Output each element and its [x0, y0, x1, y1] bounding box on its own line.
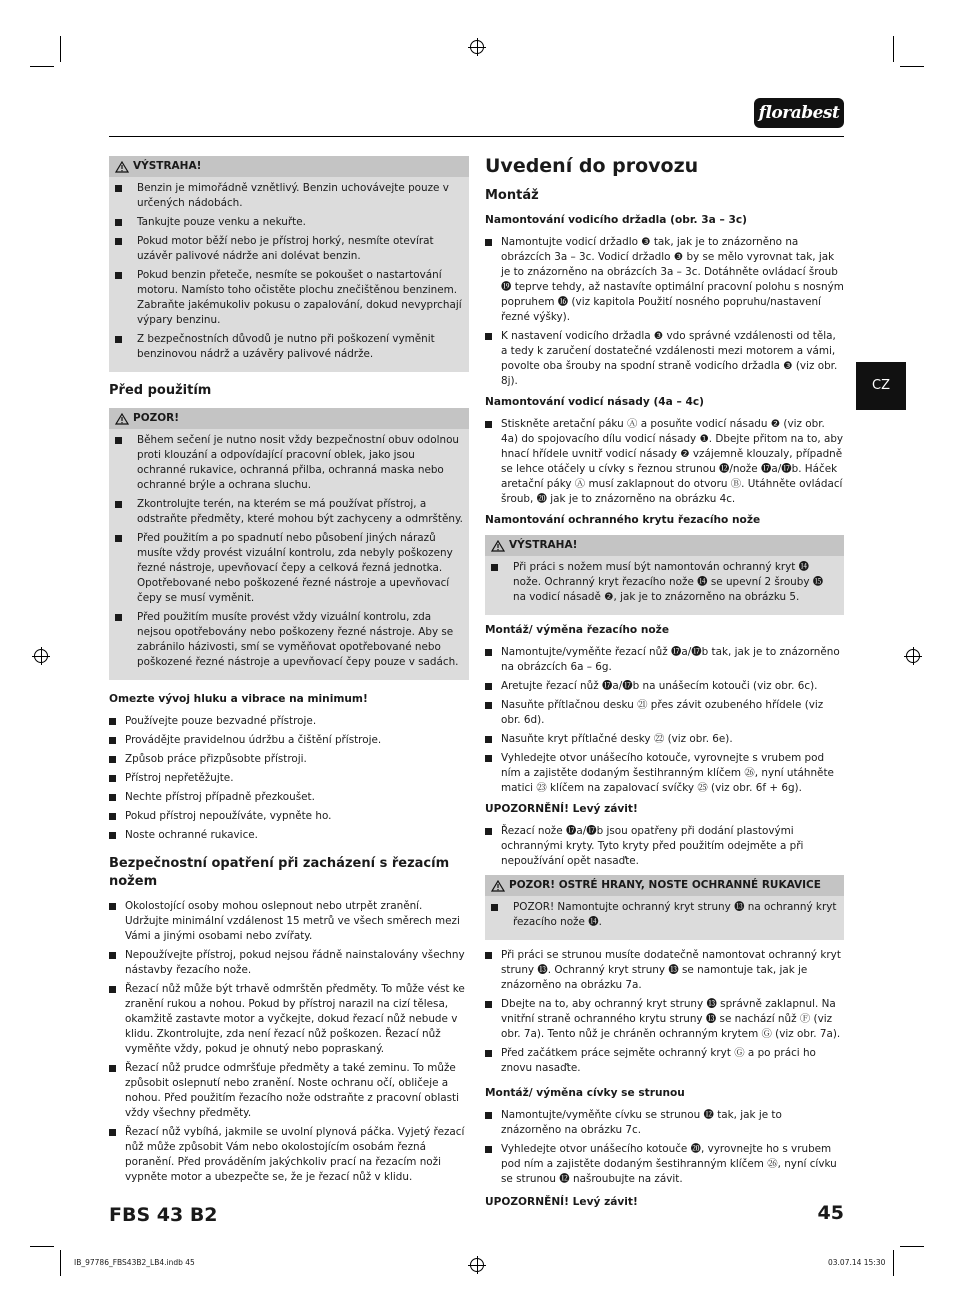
section-heading-before-use: Před použitím	[109, 383, 212, 398]
list-item: Vyhledejte otvor unášecího kotouče, vyrovnejte s vrubem pod ním a zajistěte dodaným šestihranným klíčem ㉖, nyní utáhněte matici ㉓ klíčem na zapalovací svíčky ㉕ (viz obr. 6f + 6g).	[485, 751, 844, 796]
right-column	[485, 154, 844, 1217]
caution-list	[485, 896, 844, 930]
list-item: Z bezpečnostních důvodů je nutno při poškození vyměnit benzinovou nádrž a uzávěry palivové nádrže.	[115, 332, 463, 362]
list-item: Způsob práce přizpůsobte přístroji.	[109, 752, 469, 767]
left-column	[109, 156, 469, 1189]
list-item: Stiskněte aretační páku Ⓐ a posuňte vodicí násadu ❷ (viz obr. 4a) do spojovacího dílu vodicí násady ❶. Dbejte přitom na to, aby hnací hřídele uvnitř vodicí násady ❷ vzájemně klouzaly, případně se lehce otáčely u cívky s řeznou strunou ⓬/nože ⓱a/⓱b. Háček aretační páky Ⓐ musí zaklapnout do otvoru Ⓑ. Utáhněte ovládací šroub, ⓴ jak je to znázorněno na obrázku 4c.	[485, 417, 844, 507]
list-item: Vyhledejte otvor unášecího kotouče ⓴, vyrovnejte ho s vrubem pod ním a zajistěte dodaným šestihranným klíčem ㉖, nyní cívku se strunou ⓬ našroubujte na závit.	[485, 1142, 844, 1187]
warning-triangle-icon	[491, 880, 505, 892]
list-item: Pokud přístroj nepoužíváte, vypněte ho.	[109, 809, 469, 824]
list-item: Tankujte pouze venku a nekuřte.	[115, 215, 463, 230]
list-item: Nepoužívejte přístroj, pokud nejsou řádně nainstalovány všechny nástavby řezacího nože.	[109, 948, 469, 978]
list-item: Před použitím musíte provést vždy vizuální kontrolu, zda nejsou opotřebovány nebo poškozeny řezné nástroje. Aby se zabránilo házivosti, smí se vyměňovat opotřebované nebo poškozené řezné nástroje a upevňovací čepy pouze v sadách.	[115, 610, 463, 670]
safety-heading: Bezpečnostní opatření při zacházení s řezacím nožem	[109, 856, 450, 889]
warning-triangle-icon	[115, 413, 129, 425]
list-item: POZOR! Namontujte ochranný kryt struny ⓭ na ochranný kryt řezacího nože ⓮.	[491, 900, 838, 930]
warning-box-guard	[485, 535, 844, 615]
list-item: Přístroj nepřetěžujte.	[109, 771, 469, 786]
list-item: Používejte pouze bezvadné přístroje.	[109, 714, 469, 729]
warning-title: VÝSTRAHA!	[509, 539, 578, 551]
shaft-heading: Namontování vodicí násady (4a – 4c)	[485, 396, 704, 408]
list-item: Benzin je mimořádně vznětlivý. Benzin uchovávejte pouze v určených nádobách.	[115, 181, 463, 211]
language-tab: CZ	[856, 362, 906, 410]
list-item: Pokud benzin přeteče, nesmíte se pokoušet o nastartování motoru. Namísto toho očistěte plochu znečištěnou benzinem. Zabraňte jakémukoliv pokusu o zapalování, dokud nevyprchají výpary benzinu.	[115, 268, 463, 328]
list-item: Namontujte vodicí držadlo ❸ tak, jak je to znázorněno na obrázcích 3a – 3c. Vodicí držadlo ❸ by se mělo vyrovnat tak, jak je to znázorněno na obrázcích 3a – 3c. Dotáhněte ovládací šroub ⓳ teprve tehdy, až nastavíte optimální pracovní polohu s nosným popruhem ⓰ (viz kapitola Použití nosného popruhu/nastavení řezné výšky).	[485, 235, 844, 325]
guard-heading: Namontování ochranného krytu řezacího nože	[485, 514, 761, 526]
list-item: Aretujte řezací nůž ⓱a/⓱b na unášecím kotouči (viz obr. 6c).	[485, 679, 844, 694]
list-item: Řezací nože ⓱a/⓱b jsou opatřeny při dodání plastovými ochrannými kryty. Tyto kryty před použitím odejměte a při nepoužívání opět nasaďte.	[485, 824, 844, 869]
list-item: Při práci s nožem musí být namontován ochranný kryt ⓮ nože. Ochranný kryt řezacího nože ⓮ se upevní 2 šrouby ⓯ na vodicí násadě ❷, jak je to znázorněno na obrázku 5.	[491, 560, 838, 605]
brand-logo: florabest	[754, 98, 844, 128]
caution-title: POZOR! OSTRÉ HRANY, NOSTE OCHRANNÉ RUKAVICE	[509, 879, 821, 891]
handle-heading: Namontování vodicího držadla (obr. 3a – 3c)	[485, 214, 747, 226]
print-info-right: 03.07.14 15:30	[828, 1258, 886, 1267]
caution-title: POZOR!	[133, 412, 180, 424]
list-item: Nasuňte přítlačnou desku ㉑ přes závit ozubeného hřídele (viz obr. 6d).	[485, 698, 844, 728]
page-number: 45	[817, 1202, 844, 1224]
list-item: Dbejte na to, aby ochranný kryt struny ⓭ správně zaklapnul. Na vnitřní straně ochranného krytu struny ⓭ se nachází nůž Ⓕ (viz obr. 7a). Tento nůž je chráněn ochranným krytem Ⓖ (viz obr. 7a).	[485, 997, 844, 1042]
list-item: Namontujte/vyměňte řezací nůž ⓱a/⓱b tak, jak je to znázorněno na obrázcích 6a – 6g.	[485, 645, 844, 675]
caution-box-sharp-edges	[485, 875, 844, 940]
blade-list	[485, 645, 844, 796]
noise-list	[109, 714, 469, 843]
print-info-left: IB_97786_FBS43B2_LB4.indb 45	[74, 1258, 195, 1267]
warning-box-fuel	[109, 156, 469, 372]
noise-heading: Omezte vývoj hluku a vibrace na minimum!	[109, 693, 368, 705]
list-item: K nastavení vodicího držadla ❸ vdo správné vzdálenosti od těla, a tedy k zaručení dostatečné vzdálenosti mezi motorem a vámi, povolte oba šrouby na spodní straně vodicího držadla ❸ (viz obr. 8j).	[485, 329, 844, 389]
list-item: Pokud motor běží nebo je přístroj horký, nesmíte otevírat uzávěr palivové nádrže ani dolévat benzin.	[115, 234, 463, 264]
caution-box-header	[109, 408, 469, 429]
left-thread-note-2: UPOZORNĚNÍ! Levý závit!	[485, 1196, 638, 1208]
warning-title: VÝSTRAHA!	[133, 160, 202, 172]
blade-heading: Montáž/ výměna řezacího nože	[485, 624, 670, 636]
list-item: Při práci se strunou musíte dodatečně namontovat ochranný kryt struny ⓭. Ochranný kryt struny ⓭ se namontuje tak, jak je znázorněno na obrázku 7a.	[485, 948, 844, 993]
page-title: Uvedení do provozu	[485, 155, 699, 177]
string-guard-list	[485, 948, 844, 1076]
registration-mark-left	[34, 649, 48, 663]
section-subtitle: Montáž	[485, 188, 539, 203]
list-item: Okolostojící osoby mohou oslepnout nebo utrpět zranění. Udržujte minimální vzdálenost 15 metrů ve všech směrech mezi Vámi a jinými osobami nebo zvířaty.	[109, 899, 469, 944]
warning-list	[485, 556, 844, 605]
caution-list	[109, 429, 469, 670]
spool-list	[485, 1108, 844, 1187]
safety-list	[109, 899, 469, 1185]
blade-note-list	[485, 824, 844, 869]
handle-list	[485, 235, 844, 389]
list-item: Řezací nůž prudce odmršťuje předměty a také zeminu. To může způsobit oslepnutí nebo zranění. Noste ochranu očí, obličeje a nohou. Před použitím řezacího nože odstraňte z pracovní oblasti vždy všechny předměty.	[109, 1061, 469, 1121]
registration-mark-right	[906, 649, 920, 663]
list-item: Řezací nůž vybíhá, jakmile se uvolní plynová páčka. Vyjetý řezací nůž může způsobit Vám nebo okolostojícím osobám řezná poranění. Před prováděním jakýchkoliv prací na řezacím noži vypněte motor a ubezpečte se, že je řezací nůž v klidu.	[109, 1125, 469, 1185]
list-item: Před použitím a po spadnutí nebo působení jiných nárazů musíte vždy provést vizuální kontrolu, zda nebyly poškozeny řezné nástroje, upevňovací čepy a celková řezná jednotka. Opotřebované nebo poškozené řezné nástroje a upevňovací čepy se musí vyměnit.	[115, 531, 463, 606]
left-thread-note: UPOZORNĚNÍ! Levý závit!	[485, 803, 638, 815]
list-item: Zkontrolujte terén, na kterém se má používat přístroj, a odstraňte předměty, které mohou být zachyceny a odmrštěny.	[115, 497, 463, 527]
caution-box-before-use	[109, 408, 469, 680]
list-item: Provádějte pravidelnou údržbu a čištění přístroje.	[109, 733, 469, 748]
shaft-list	[485, 417, 844, 507]
warning-triangle-icon	[491, 540, 505, 552]
spool-heading: Montáž/ výměna cívky se strunou	[485, 1087, 685, 1099]
list-item: Řezací nůž může být trhavě odmrštěn předměty. To může vést ke zranění rukou a nohou. Pokud by přístroj narazil na cizí tělesa, okamžitě zastavte motor a vyčkejte, dokud řezací nůž nebude v klidu. Zkontrolujte, zda není řezací nůž poškozen. Řezací nůž vyměňte vždy, pokud je ohnutý nebo popraskaný.	[109, 982, 469, 1057]
registration-mark-top	[470, 40, 484, 54]
warning-triangle-icon	[115, 161, 129, 173]
warning-list	[109, 177, 469, 362]
caution-box-header	[485, 875, 844, 896]
list-item: Noste ochranné rukavice.	[109, 828, 469, 843]
list-item: Před začátkem práce sejměte ochranný kryt Ⓖ a po práci ho znovu nasaďte.	[485, 1046, 844, 1076]
warning-box-header	[109, 156, 469, 177]
registration-mark-bottom	[470, 1258, 484, 1272]
list-item: Během sečení je nutno nosit vždy bezpečnostní obuv odolnou proti klouzání a odpovídající pracovní oblek, jako jsou ochranné rukavice, ochranná přilba, ochranná maska nebo ochranné brýle a ochrana sluchu.	[115, 433, 463, 493]
model-name: FBS 43 B2	[109, 1204, 218, 1226]
warning-box-header	[485, 535, 844, 556]
list-item: Nasuňte kryt přítlačné desky ㉒ (viz obr. 6e).	[485, 732, 844, 747]
list-item: Namontujte/vyměňte cívku se strunou ⓬ tak, jak je to znázorněno na obrázku 7c.	[485, 1108, 844, 1138]
header-rule	[109, 136, 844, 137]
list-item: Nechte přístroj případně přezkoušet.	[109, 790, 469, 805]
